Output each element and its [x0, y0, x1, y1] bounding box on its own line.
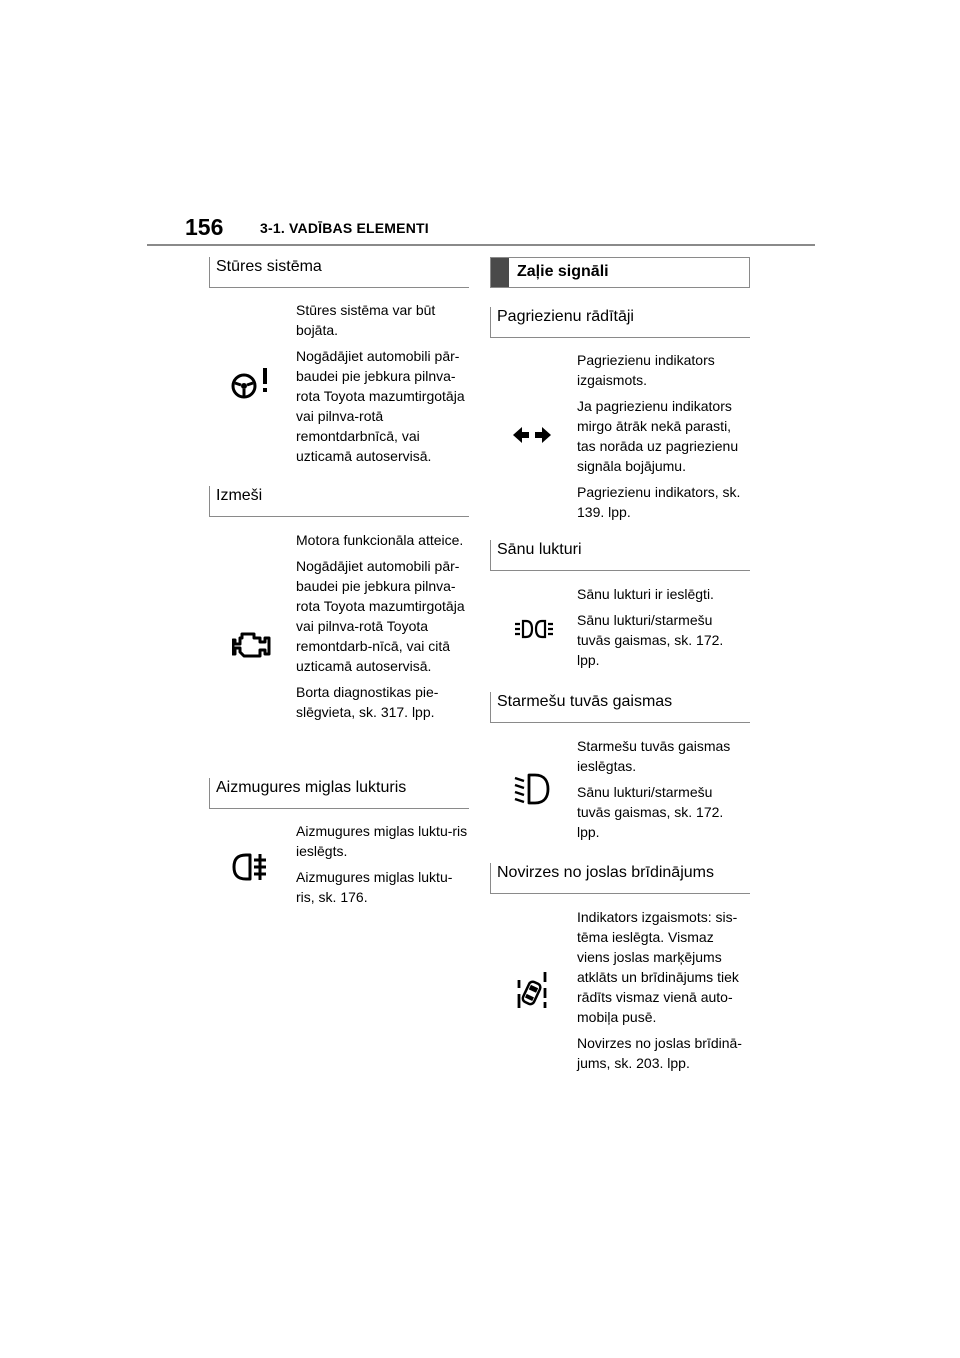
- heading-turn-signals: [490, 307, 750, 338]
- entry-side-lights: [577, 584, 749, 676]
- entry-steering-line-1: Stūres sistēma var būt bojāta.: [296, 302, 436, 338]
- heading-steering-text: Stūres sistēma: [216, 258, 322, 275]
- entry-steering-line-2: Nogādājiet automobili pār-baudei pie jebkura pilnva-rota Toyota mazumtirgotāja vai pilnva-rotā remontdarbnīcā, vai uzticamā autoservisā.: [296, 348, 465, 464]
- page-number: 156: [185, 214, 224, 240]
- entry-turn-signals: [577, 350, 749, 528]
- heading-low-beam: [490, 692, 750, 723]
- heading-bar: [491, 258, 509, 287]
- entry-rear-fog: [296, 821, 468, 913]
- entry-lane-line-2: Novirzes no joslas brīdinā-jums, sk. 203. lpp.: [577, 1035, 742, 1071]
- entry-low-beam-line-1: Starmešu tuvās gaismas ieslēgtas.: [577, 738, 731, 774]
- heading-low-beam-text: Starmešu tuvās gaismas: [497, 693, 673, 710]
- section-title: 3-1. VADĪBAS ELEMENTI: [260, 220, 429, 236]
- lane-departure-icon: [517, 970, 549, 1010]
- heading-steering: [209, 257, 469, 288]
- side-lights-icon: [514, 618, 554, 640]
- entry-turn-line-3: Pagriezienu indikators, sk. 139. lpp.: [577, 484, 741, 520]
- heading-lane-departure-text: Novirzes no joslas brīdinājums: [497, 864, 714, 881]
- heading-rear-fog-text: Aizmugures miglas lukturis: [216, 779, 407, 796]
- page-header: [185, 214, 815, 248]
- header-rule: [147, 244, 815, 246]
- heading-side-lights-text: Sānu lukturi: [497, 541, 582, 558]
- turn-signal-arrows-icon: [512, 424, 552, 446]
- heading-turn-signals-text: Pagriezienu rādītāji: [497, 308, 634, 325]
- steering-warning-icon: [230, 366, 274, 402]
- heading-green-signals-text: Zaļie signāli: [517, 263, 609, 280]
- entry-steering: [296, 300, 468, 472]
- heading-rear-fog: [209, 778, 469, 809]
- entry-emissions: [296, 530, 468, 728]
- heading-green-signals: [490, 257, 750, 288]
- heading-emissions: [209, 486, 469, 517]
- entry-side-line-2: Sānu lukturi/starmešu tuvās gaismas, sk. 172. lpp.: [577, 612, 724, 668]
- check-engine-icon: [232, 630, 272, 660]
- heading-lane-departure: [490, 863, 750, 894]
- entry-emissions-line-1: Motora funkcionāla atteice.: [296, 532, 464, 548]
- entry-lane-departure: [577, 907, 749, 1079]
- heading-side-lights: [490, 540, 750, 571]
- entry-lane-line-1: Indikators izgaismots: sis-tēma ieslēgta. Vismaz viens joslas marķējums atklāts un brīdinājums tiek rādīts vismaz vienā auto-mobiļa pusē.: [577, 909, 739, 1025]
- entry-low-beam: [577, 736, 749, 848]
- entry-turn-line-1: Pagriezienu indikators izgaismots.: [577, 352, 715, 388]
- entry-rear-fog-line-2: Aizmugures miglas luktu-ris, sk. 176.: [296, 869, 453, 905]
- rear-fog-light-icon: [232, 852, 270, 882]
- entry-turn-line-2: Ja pagriezienu indikators mirgo ātrāk nekā parasti, tas norāda uz pagriezienu signāla bojājumu.: [577, 398, 739, 474]
- heading-emissions-text: Izmeši: [216, 487, 263, 504]
- entry-emissions-line-2: Nogādājiet automobili pār-baudei pie jebkura pilnva-rota Toyota mazumtirgotāja vai pilnva-rotā Toyota remontdarb-nīcā, vai citā uzticamā autoservisā.: [296, 558, 465, 674]
- entry-side-line-1: Sānu lukturi ir ieslēgti.: [577, 586, 714, 602]
- entry-emissions-line-3: Borta diagnostikas pie-slēgvieta, sk. 317. lpp.: [296, 684, 439, 720]
- entry-low-beam-line-2: Sānu lukturi/starmešu tuvās gaismas, sk. 172. lpp.: [577, 784, 724, 840]
- low-beam-icon: [513, 772, 551, 806]
- entry-rear-fog-line-1: Aizmugures miglas luktu-ris ieslēgts.: [296, 823, 468, 859]
